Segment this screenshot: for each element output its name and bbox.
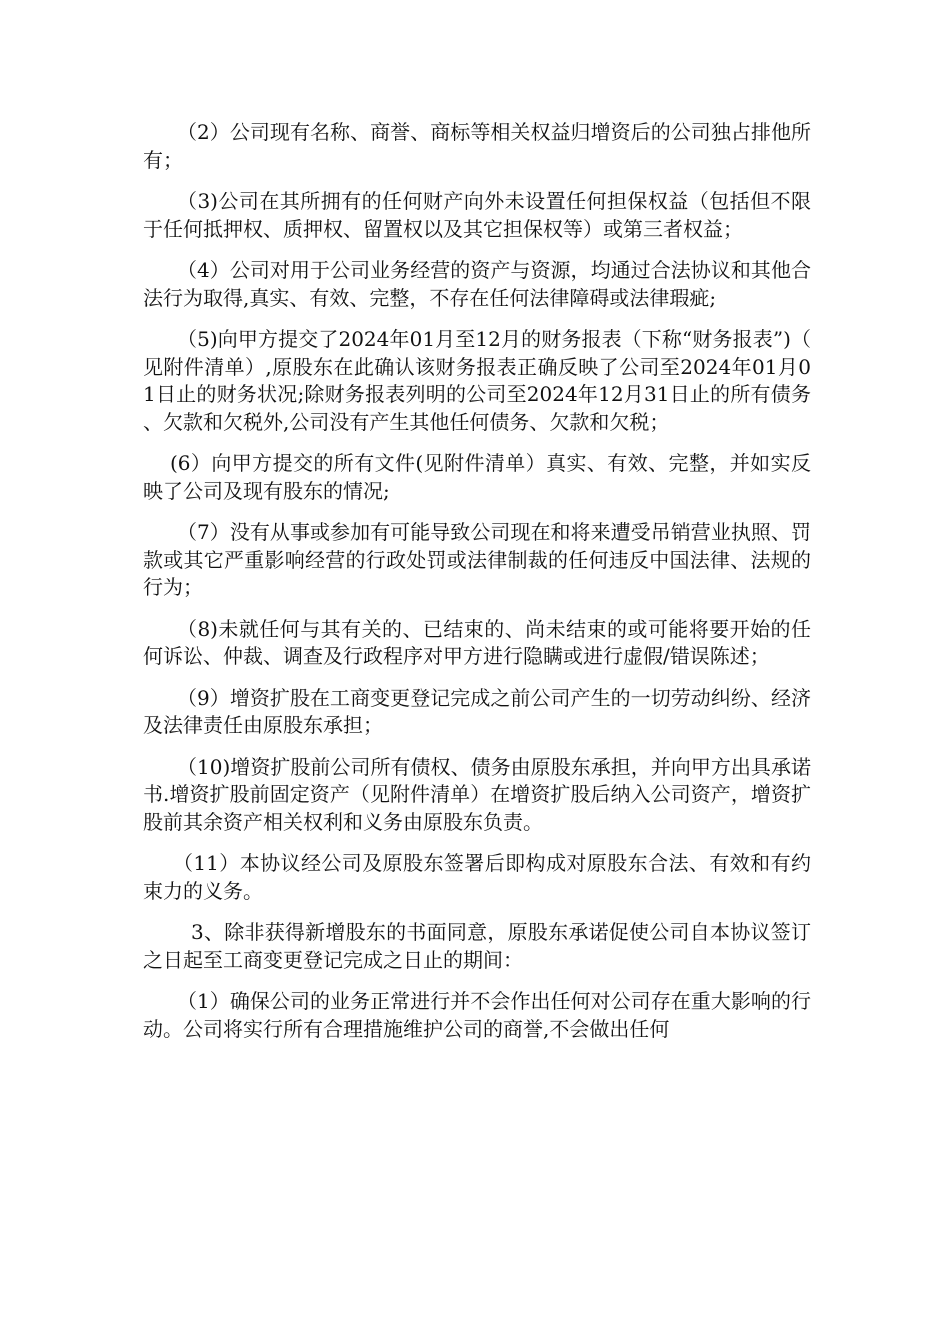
- clause-11-paragraph: （11）本协议经公司及原股东签署后即构成对原股东合法、有效和有约束力的义务。: [143, 851, 811, 903]
- clause-9-paragraph: （9）增资扩股在工商变更登记完成之前公司产生的一切劳动纠纷、经济及法律责任由原股东承担；: [143, 685, 811, 737]
- document-body: [143, 119, 811, 1057]
- clause-10-paragraph: （10)增资扩股前公司所有债权、债务由原股东承担，并向甲方出具承诺书.增资扩股前固定资产（见附件清单）在增资扩股后纳入公司资产，增资扩股前其余资产相关权利和义务由原股东负责。: [143, 754, 811, 834]
- clause-2-paragraph: （2）公司现有名称、商誉、商标等相关权益归增资后的公司独占排他所有；: [143, 120, 811, 172]
- clause-7-paragraph: （7）没有从事或参加有可能导致公司现在和将来遭受吊销营业执照、罚款或其它严重影响经营的行政处罚或法律制裁的任何违反中国法律、法规的行为；: [143, 520, 811, 599]
- clause-6-paragraph: (6）向甲方提交的所有文件(见附件清单）真实、有效、完整，并如实反映了公司及现有股东的情况;: [143, 451, 811, 503]
- clause-8-paragraph: （8)未就任何与其有关的、已结束的、尚未结束的或可能将要开始的任何诉讼、仲裁、调查及行政程序对甲方进行隐瞒或进行虚假/错误陈述；: [143, 616, 811, 668]
- section-3-paragraph: 3、除非获得新增股东的书面同意，原股东承诺促使公司自本协议签订之日起至工商变更登记完成之日止的期间：: [143, 920, 811, 972]
- section-3-clause-1-paragraph: （1）确保公司的业务正常进行并不会作出任何对公司存在重大影响的行动。公司将实行所有合理措施维护公司的商誉,不会做出任何: [143, 989, 811, 1041]
- clause-3-paragraph: （3)公司在其所拥有的任何财产向外未设置任何担保权益（包括但不限于任何抵押权、质押权、留置权以及其它担保权等）或第三者权益；: [143, 189, 811, 241]
- clause-4-paragraph: （4）公司对用于公司业务经营的资产与资源，均通过合法协议和其他合法行为取得,真实、有效、完整，不存在任何法律障碍或法律瑕疵;: [143, 258, 811, 310]
- clause-5-paragraph: （5)向甲方提交了2024年01月至12月的财务报表（下称“财务报表”)（见附件清单）,原股东在此确认该财务报表正确反映了公司至2024年01月01日止的财务状况;除财务报表列明的公司至2024年12月31日止的所有债务、欠款和欠税外,公司没有产生其他任何债务、欠款和欠税；: [143, 327, 811, 434]
